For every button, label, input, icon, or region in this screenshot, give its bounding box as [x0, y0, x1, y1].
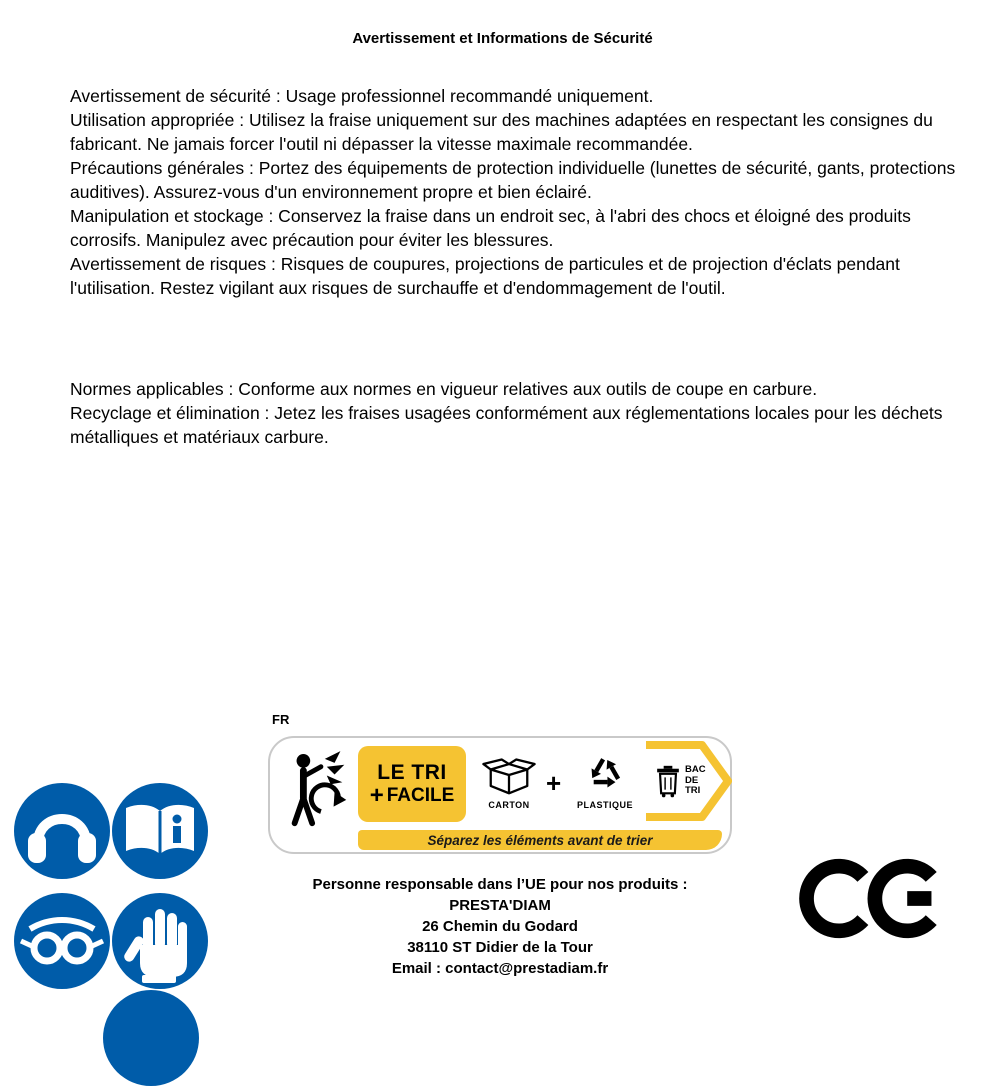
bin-group	[655, 751, 713, 811]
trash-bin-icon	[655, 760, 681, 802]
open-book-glyph	[112, 783, 208, 879]
read-manual-icon	[112, 783, 208, 879]
page-title: Avertissement et Informations de Sécurité	[352, 30, 653, 47]
safety-paragraph: Utilisation appropriée : Utilisez la fraise uniquement sur des machines adaptées en respectant les consignes du fabricant. Ne jamais forcer l'outil ni dépasser la vitesse maximale recommandée.	[70, 110, 933, 154]
ear-muffs-glyph	[14, 783, 110, 879]
compliance-paragraph: Normes applicables : Conforme aux normes en vigueur relatives aux outils de coupe en carbure.	[70, 379, 818, 399]
address-line: 26 Chemin du Godard	[422, 918, 578, 935]
recycle-icon	[583, 754, 627, 796]
compliance-block	[70, 377, 967, 449]
bin-caption-line: TRI	[685, 785, 701, 797]
ce-marking-icon	[798, 850, 940, 947]
facile-text: FACILE	[386, 785, 455, 806]
plastique-caption: PLASTIQUE	[576, 800, 633, 810]
compliance-paragraph: Recyclage et élimination : Jetez les fraises usagées conformément aux réglementations locales pour les déchets métalliques et matériaux carbure.	[70, 403, 943, 447]
partial-pictogram	[103, 990, 199, 1086]
responsible-block	[218, 874, 782, 979]
hand-protection-icon	[112, 893, 208, 989]
glove-glyph	[112, 893, 208, 989]
plastique-material	[570, 754, 640, 810]
safety-paragraph: Manipulation et stockage : Conservez la fraise dans un endroit sec, à l'abri des chocs et éloigné des produits corrosifs. Manipulez avec précaution pour éviter les blessures.	[70, 206, 911, 250]
tagline-text: Séparez les éléments avant de trier	[427, 832, 653, 848]
sorting-bin-arrow	[646, 740, 732, 822]
ce-glyph	[798, 850, 940, 947]
tri-facile-headline	[358, 746, 466, 822]
carton-material	[476, 754, 542, 810]
eye-protection-icon	[14, 893, 110, 989]
address-line: 38110 ST Didier de la Tour	[407, 939, 593, 956]
facile-text-row	[369, 782, 455, 809]
responsible-intro: Personne responsable dans l’UE pour nos produits :	[312, 876, 688, 893]
bin-caption-line: BAC	[685, 764, 706, 776]
safety-warnings-block	[70, 84, 967, 300]
bin-caption	[685, 765, 706, 797]
triman-logo-icon	[280, 748, 356, 840]
carton-caption: CARTON	[488, 800, 530, 810]
carton-box-icon	[480, 754, 538, 796]
contact-email: Email : contact@prestadiam.fr	[391, 960, 609, 977]
bin-caption-line: DE	[685, 774, 699, 786]
tagline-strip	[358, 830, 722, 850]
ear-protection-icon	[14, 783, 110, 879]
safety-goggles-glyph	[14, 893, 110, 989]
company-name: PRESTA'DIAM	[449, 897, 551, 914]
materials-plus-sign: +	[546, 768, 562, 798]
safety-paragraph: Précautions générales : Portez des équipements de protection individuelle (lunettes de sécurité, gants, protections auditives). Assurez-vous d'un environnement propre et bien éclairé.	[70, 158, 956, 202]
fr-country-label: FR	[272, 712, 290, 727]
tri-sorting-label	[268, 736, 732, 854]
safety-paragraph: Avertissement de sécurité : Usage professionnel recommandé uniquement.	[70, 86, 654, 106]
le-tri-text: LE TRI	[377, 761, 447, 784]
plus-sign: +	[369, 782, 384, 809]
safety-paragraph: Avertissement de risques : Risques de coupures, projections de particules et de projection d'éclats pendant l'utilisation. Restez vigilant aux risques de surchauffe et d'endommagement de l'outil.	[70, 254, 900, 298]
